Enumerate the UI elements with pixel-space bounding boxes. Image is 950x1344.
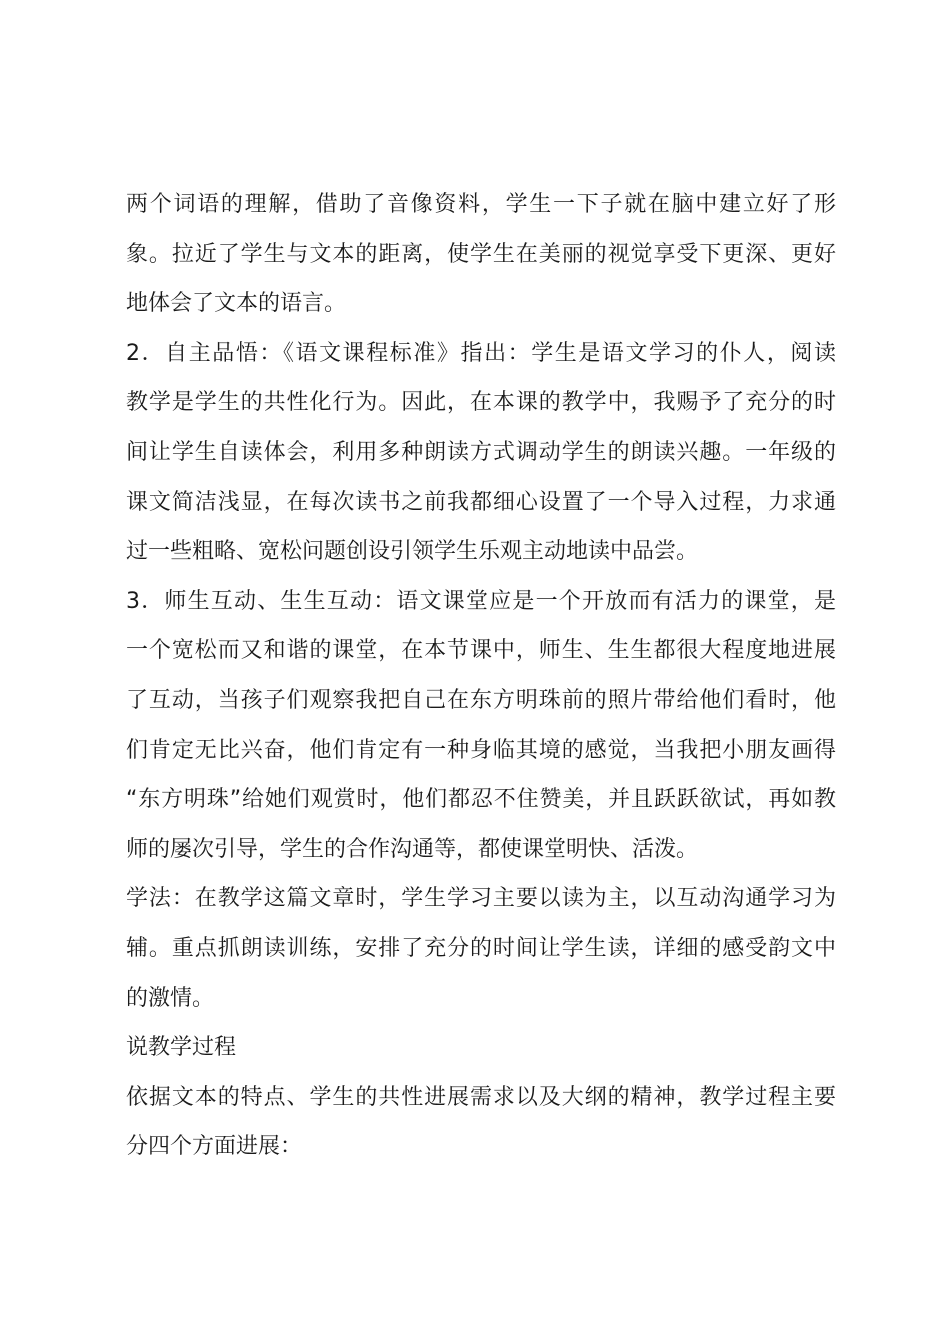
text-line: 了互动，当孩子们观察我把自己在东方明珠前的照片带给他们看时，他: [126, 687, 836, 713]
text-line: “东方明珠”给她们观赏时，他们都忍不住赞美，并且跃跃欲试，再如教: [126, 787, 836, 813]
text-line: 象。拉近了学生与文本的距离，使学生在美丽的视觉享受下更深、更好: [126, 241, 836, 267]
text-line: 依据文本的特点、学生的共性进展需求以及大纲的精神，教学过程主要: [126, 1084, 836, 1110]
text-line: 师的屡次引导，学生的合作沟通等，都使课堂明快、活泼。: [126, 836, 699, 862]
text-line: 两个词语的理解，借助了音像资料，学生一下子就在脑中建立好了形: [126, 192, 836, 217]
text-line: 间让学生自读体会，利用多种朗读方式调动学生的朗读兴趣。一年级的: [126, 439, 836, 465]
text-line: 分四个方面进展：: [126, 1134, 303, 1160]
text-line: 辅。重点抓朗读训练，安排了充分的时间让学生读，详细的感受韵文中: [126, 935, 836, 961]
text-line: 课文简洁浅显，在每次读书之前我都细心设置了一个导入过程，力求通: [126, 489, 836, 515]
body-text: [126, 180, 836, 1172]
text-line: 教学是学生的共性化行为。因此，在本课的教学中，我赐予了充分的时: [126, 390, 836, 416]
text-line: 的激情。: [126, 985, 215, 1011]
text-line: 一个宽松而又和谐的课堂，在本节课中，师生、生生都很大程度地进展: [126, 638, 836, 664]
section-heading: 说教学过程: [126, 1035, 237, 1061]
text-line: 2．自主品悟：《语文课程标准》指出：学生是语文学习的仆人，阅读: [126, 340, 836, 366]
text-line: 学法：在教学这篇文章时，学生学习主要以读为主，以互动沟通学习为: [126, 886, 836, 912]
text-line: 们肯定无比兴奋，他们肯定有一种身临其境的感觉，当我把小朋友画得: [126, 737, 836, 763]
text-line: 地体会了文本的语言。: [126, 291, 347, 317]
text-line: 3．师生互动、生生互动：语文课堂应是一个开放而有活力的课堂，是: [126, 588, 836, 614]
text-line: 过一些粗略、宽松问题创设引领学生乐观主动地读中品尝。: [126, 539, 699, 565]
